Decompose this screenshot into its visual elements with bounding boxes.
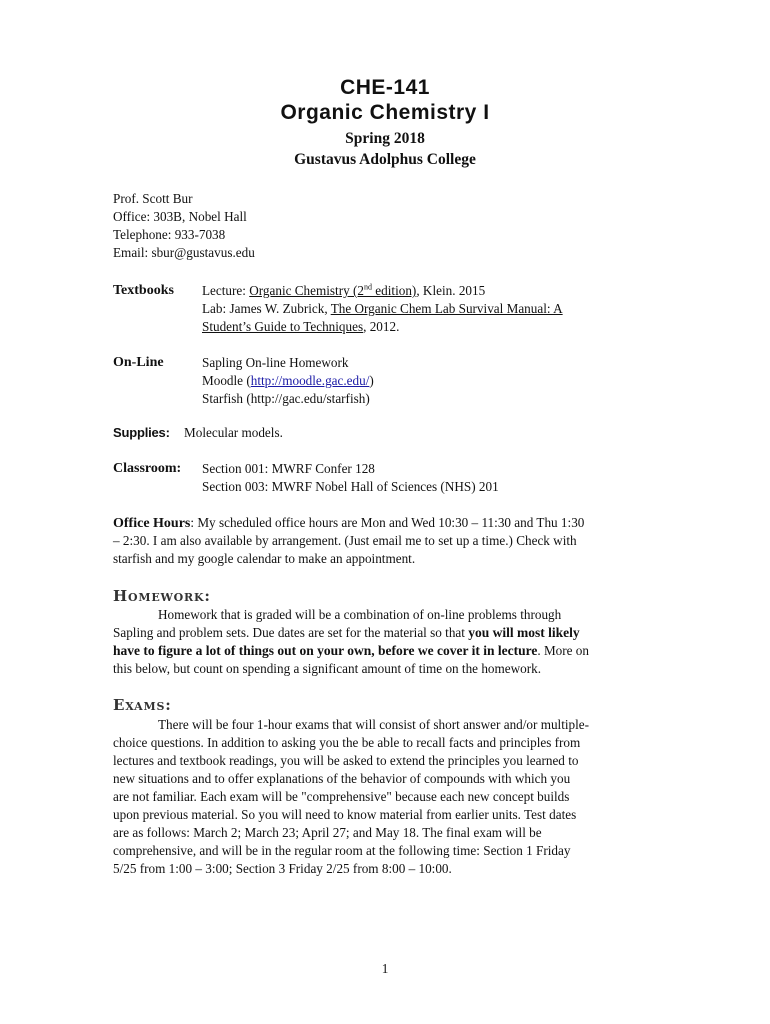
moodle-prefix: Moodle ( (202, 373, 251, 388)
exams-line: are not familiar. Each exam will be "comprehensive" because each new concept builds (113, 789, 570, 804)
online-sapling: Sapling On-line Homework (202, 355, 349, 370)
homework-line-4: this below, but count on spending a significant amount of time on the homework. (113, 661, 542, 676)
exams-line: lectures and textbook readings, you will be asked to extend the principles you learned to (113, 753, 579, 768)
homework-line-3b: . More on (537, 643, 589, 658)
homework-paragraph (113, 606, 658, 678)
lab-book-title-1: The Organic Chem Lab Survival Manual: A (330, 301, 563, 316)
exams-line: new situations and to offer explanations of the behavior of compounds with which you (113, 771, 571, 786)
course-code: CHE-141 (340, 76, 430, 99)
online-moodle (202, 372, 374, 390)
office-location: Office: 303B, Nobel Hall (113, 209, 247, 224)
college-name: Gustavus Adolphus College (294, 151, 476, 168)
lecture-title-b: edition) (372, 283, 417, 298)
exams-heading: Exams: (113, 696, 172, 714)
classroom-section-003: Section 003: MWRF Nobel Hall of Sciences (NHS) 201 (202, 479, 499, 494)
homework-line-2 (113, 624, 658, 642)
homework-emphasis-2: have to figure a lot of things out on your own, before we cover it in lecture (113, 643, 538, 658)
edition-superscript: nd (364, 282, 372, 292)
lecture-title-a: Organic Chemistry (2 (249, 283, 364, 298)
email: Email: sbur@gustavus.edu (113, 245, 255, 260)
textbooks-label: Textbooks (113, 283, 174, 298)
page-number: 1 (381, 961, 389, 976)
textbook-lecture (202, 282, 485, 300)
moodle-suffix: ) (369, 373, 374, 388)
exams-line: 5/25 from 1:00 – 3:00; Section 3 Friday 2/25 from 8:00 – 10:00. (113, 861, 452, 876)
exams-line: upon previous material. So you will need to know material from earlier units. Test dates (113, 807, 577, 822)
supplies-value: Molecular models. (184, 425, 283, 440)
lecture-suffix: , Klein. 2015 (416, 283, 486, 298)
exams-line: choice questions. In addition to asking you the be able to recall facts and principles from (113, 735, 581, 750)
lab-book-title-2: Student’s Guide to Techniques (202, 319, 364, 334)
homework-line-2a: Sapling and problem sets. Due dates are set for the material so that (113, 625, 469, 640)
lab-prefix: Lab: James W. Zubrick, (202, 301, 331, 316)
office-hours-line-3: starfish and my google calendar to make an appointment. (113, 551, 416, 566)
lab-suffix: , 2012. (363, 319, 400, 334)
office-hours (113, 514, 658, 568)
office-hours-line-1 (113, 514, 658, 532)
lecture-book-title (249, 283, 416, 298)
homework-emphasis-1: you will most likely (468, 625, 580, 640)
exams-line: comprehensive, and will be in the regular room at the following time: Section 1 Friday (113, 843, 571, 858)
telephone: Telephone: 933-7038 (113, 227, 226, 242)
lecture-prefix: Lecture: (202, 283, 250, 298)
office-hours-text-1: : My scheduled office hours are Mon and Wed 10:30 – 11:30 and Thu 1:30 (190, 515, 585, 530)
classroom-section-001: Section 001: MWRF Confer 128 (202, 461, 375, 476)
exams-line: are as follows: March 2; March 23; April 27; and May 18. The final exam will be (113, 825, 542, 840)
course-name: Organic Chemistry I (280, 101, 490, 124)
exams-line: There will be four 1-hour exams that will consist of short answer and/or multiple- (158, 717, 590, 732)
homework-heading: Homework: (113, 587, 211, 605)
moodle-link[interactable]: http://moodle.gac.edu/ (250, 373, 370, 388)
homework-line-3 (113, 642, 658, 660)
office-hours-label: Office Hours (113, 516, 191, 531)
classroom-label: Classroom: (113, 461, 182, 476)
exams-paragraph (113, 716, 658, 878)
professor-name: Prof. Scott Bur (113, 191, 193, 206)
supplies-label: Supplies: (113, 425, 170, 440)
textbook-lab-cont (202, 318, 399, 336)
online-label: On-Line (113, 355, 164, 370)
office-hours-line-2: – 2:30. I am also available by arrangement. (Just email me to set up a time.) Check with (113, 533, 577, 548)
online-starfish: Starfish (http://gac.edu/starfish) (202, 391, 370, 406)
textbook-lab (202, 300, 563, 318)
homework-line-1: Homework that is graded will be a combination of on-line problems through (158, 607, 562, 622)
term: Spring 2018 (345, 130, 425, 147)
